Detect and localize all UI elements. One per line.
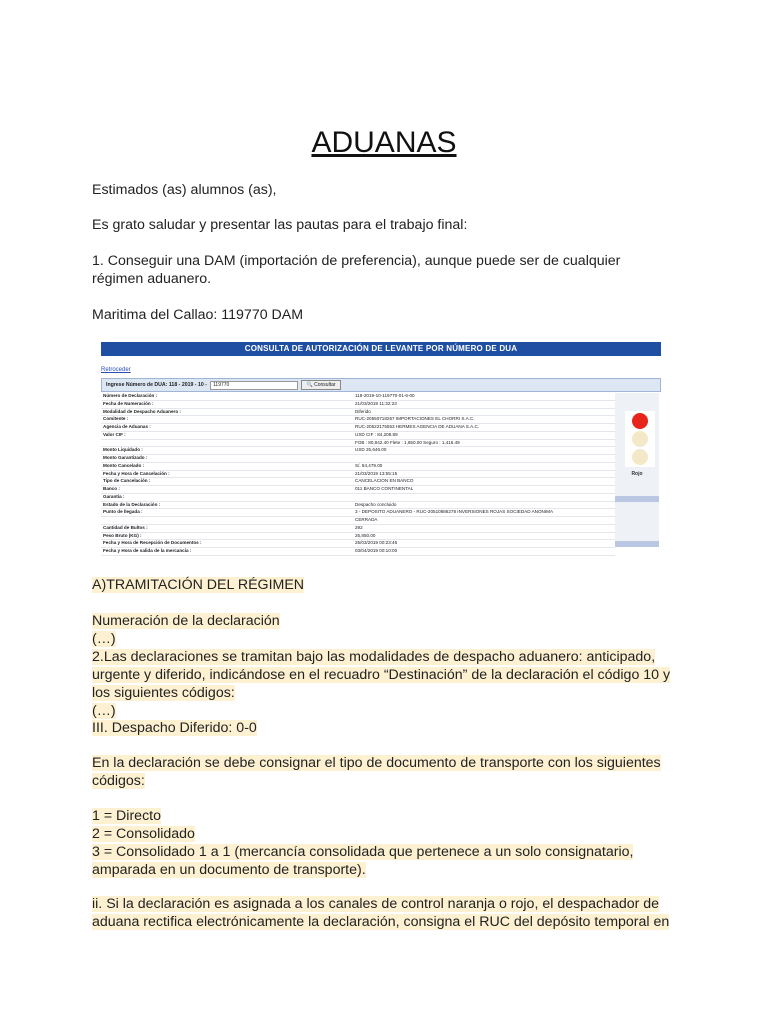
consultar-label: Consultar [314,382,336,388]
declaration-table [101,393,615,556]
table-row [101,532,615,540]
ii-line1: ii. Si la declaración es asignada a los canales de control naranja o rojo, el despachador de [92,896,660,912]
numeracion-text: Numeración de la declaración [92,613,280,629]
row-key: Fecha y Hora de salida de la mercancía : [101,548,353,556]
consulta-header: CONSULTA DE AUTORIZACIÓN DE LEVANTE POR NÚMERO DE DUA [101,342,661,356]
p2-line1: 2.Las declaraciones se tramitan bajo las modalidades de despacho aduanero: anticipado, [92,649,656,665]
row-value: FOB : 80,842.40 Flete : 1,650.00 Seguro : 1,416.49 [353,439,615,447]
code-3-line2: amparada en un documento de transporte). [92,862,366,878]
row-value: CERRADA [353,517,615,525]
table-row [101,517,615,525]
row-key [101,439,353,447]
table-row [101,478,615,486]
dua-input-bar [101,378,661,392]
side-strip [615,496,659,502]
row-key: Monto Garantizado : [101,455,353,463]
table-row [101,540,615,548]
pautas-text: Es grato saludar y presentar las pautas para el trabajo final: [92,217,468,233]
table-row [101,431,615,439]
side-strip [615,541,659,547]
item1-line2: régimen aduanero. [92,271,212,287]
ellipsis-text: (…) [92,631,116,647]
row-key: Valor CIF : [101,431,353,439]
table-row [101,455,615,463]
row-key: Monto Cancelado : [101,462,353,470]
ii-line2: aduana rectifica electrónicamente la declaración, consigna el RUC del depósito temporal en [92,914,670,930]
p2-line2: urgente y diferido, indicándose en el recuadro “Destinación” de la declaración el código 10 y [92,667,671,683]
row-value: 25,850.00 [353,532,615,540]
row-value: Diferido [353,408,615,416]
item1-line1: 1. Conseguir una DAM (importación de preferencia), aunque puede ser de cualquier [92,253,621,269]
row-value [353,493,615,501]
transporte-line2: códigos: [92,773,145,789]
row-key: Modalidad de Despacho Aduanero : [101,408,353,416]
table-row [101,501,615,509]
retroceder-link[interactable]: Retroceder [101,367,131,373]
row-key: Comitente : [101,416,353,424]
section-a-heading: A)TRAMITACIÓN DEL RÉGIMEN [92,577,305,593]
red-bulb [632,413,648,429]
table-row [101,408,615,416]
row-key [101,517,353,525]
table-row [101,416,615,424]
diferido-text: III. Despacho Diferido: 0-0 [92,720,257,736]
table-row [101,393,615,400]
table-row [101,486,615,494]
row-value: RUC-20522175553 HERMES AGENCIA DE ADUANA S.A.C. [353,424,615,432]
dua-number-input[interactable]: 119770 [210,381,298,390]
traffic-light-icon [625,411,655,467]
row-value: RUC-20550718267 IMPORTACIONES EL CHORRI S.A.C. [353,416,615,424]
table-row [101,524,615,532]
code-1: 1 = Directo [92,808,161,824]
row-value: USD 25,646.00 [353,447,615,455]
row-value: 21/03/2019 11:32:23 [353,400,615,408]
semaphore-label: Rojo [631,471,643,477]
code-3-line1: 3 = Consolidado 1 a 1 (mercancía consolidada que pertenece a un solo consignatario, [92,844,634,860]
row-key: Número de Declaración : [101,393,353,400]
row-key: Tipo de Cancelación : [101,478,353,486]
row-key: Agencia de Aduanas : [101,424,353,432]
table-row [101,493,615,501]
row-value [353,455,615,463]
row-key: Monto Liquidado : [101,447,353,455]
row-key: Garantía : [101,493,353,501]
row-value: 25/03/2019 00:23:46 [353,540,615,548]
greeting-text: Estimados (as) alumnos (as), [92,182,277,198]
row-key: Fecha y Hora de Cancelación : [101,470,353,478]
row-key: Estado de la Declaración : [101,501,353,509]
table-row [101,439,615,447]
amber-bulb [632,431,648,447]
row-key: Banco : [101,486,353,494]
row-key: Cantidad de Bultos : [101,524,353,532]
table-row [101,470,615,478]
row-value: 21/03/2019 13:55:15 [353,470,615,478]
embedded-screenshot [98,340,670,556]
table-row [101,447,615,455]
p2-line3: los siguientes códigos: [92,685,235,701]
row-value: 292 [353,524,615,532]
row-value: 03/04/2019 00:10:00 [353,548,615,556]
maritima-text: Maritima del Callao: 119770 DAM [92,307,304,323]
transporte-line1: En la declaración se debe consignar el tipo de documento de transporte con los siguientes [92,755,661,771]
consultar-button[interactable]: 🔍 Consultar [301,380,341,390]
row-key: Fecha y Hora de Recepción de Documentos : [101,540,353,548]
table-row [101,548,615,556]
row-value: CANCELACION EN BANCO [353,478,615,486]
row-key: Fecha de Numeración : [101,400,353,408]
row-value: Despacho concluido [353,501,615,509]
table-row [101,509,615,517]
page-title: ADUANAS [311,126,457,159]
row-value: S/. 84,479.00 [353,462,615,470]
row-key: Peso Bruto (KG) : [101,532,353,540]
row-key: Punto de llegada : [101,509,353,517]
semaphore-panel [615,393,659,547]
green-bulb [632,449,648,465]
row-value: 118-2019-10-119770-01-6-00 [353,393,615,400]
row-value: USD CIF : 84,208.89 [353,431,615,439]
code-2: 2 = Consolidado [92,826,195,842]
table-row [101,400,615,408]
row-value: 3 - DEPOSITO ADUANERO - RUC-20510886278 INVERSIONES ROJAS SOCIEDAD ANONIMA [353,509,615,517]
dua-input-label: Ingrese Número de DUA: 118 - 2019 - 10 - [106,382,207,388]
ellipsis-text: (…) [92,703,116,719]
table-row [101,424,615,432]
table-row [101,462,615,470]
row-value: 011 BANCO CONTINENTAL [353,486,615,494]
